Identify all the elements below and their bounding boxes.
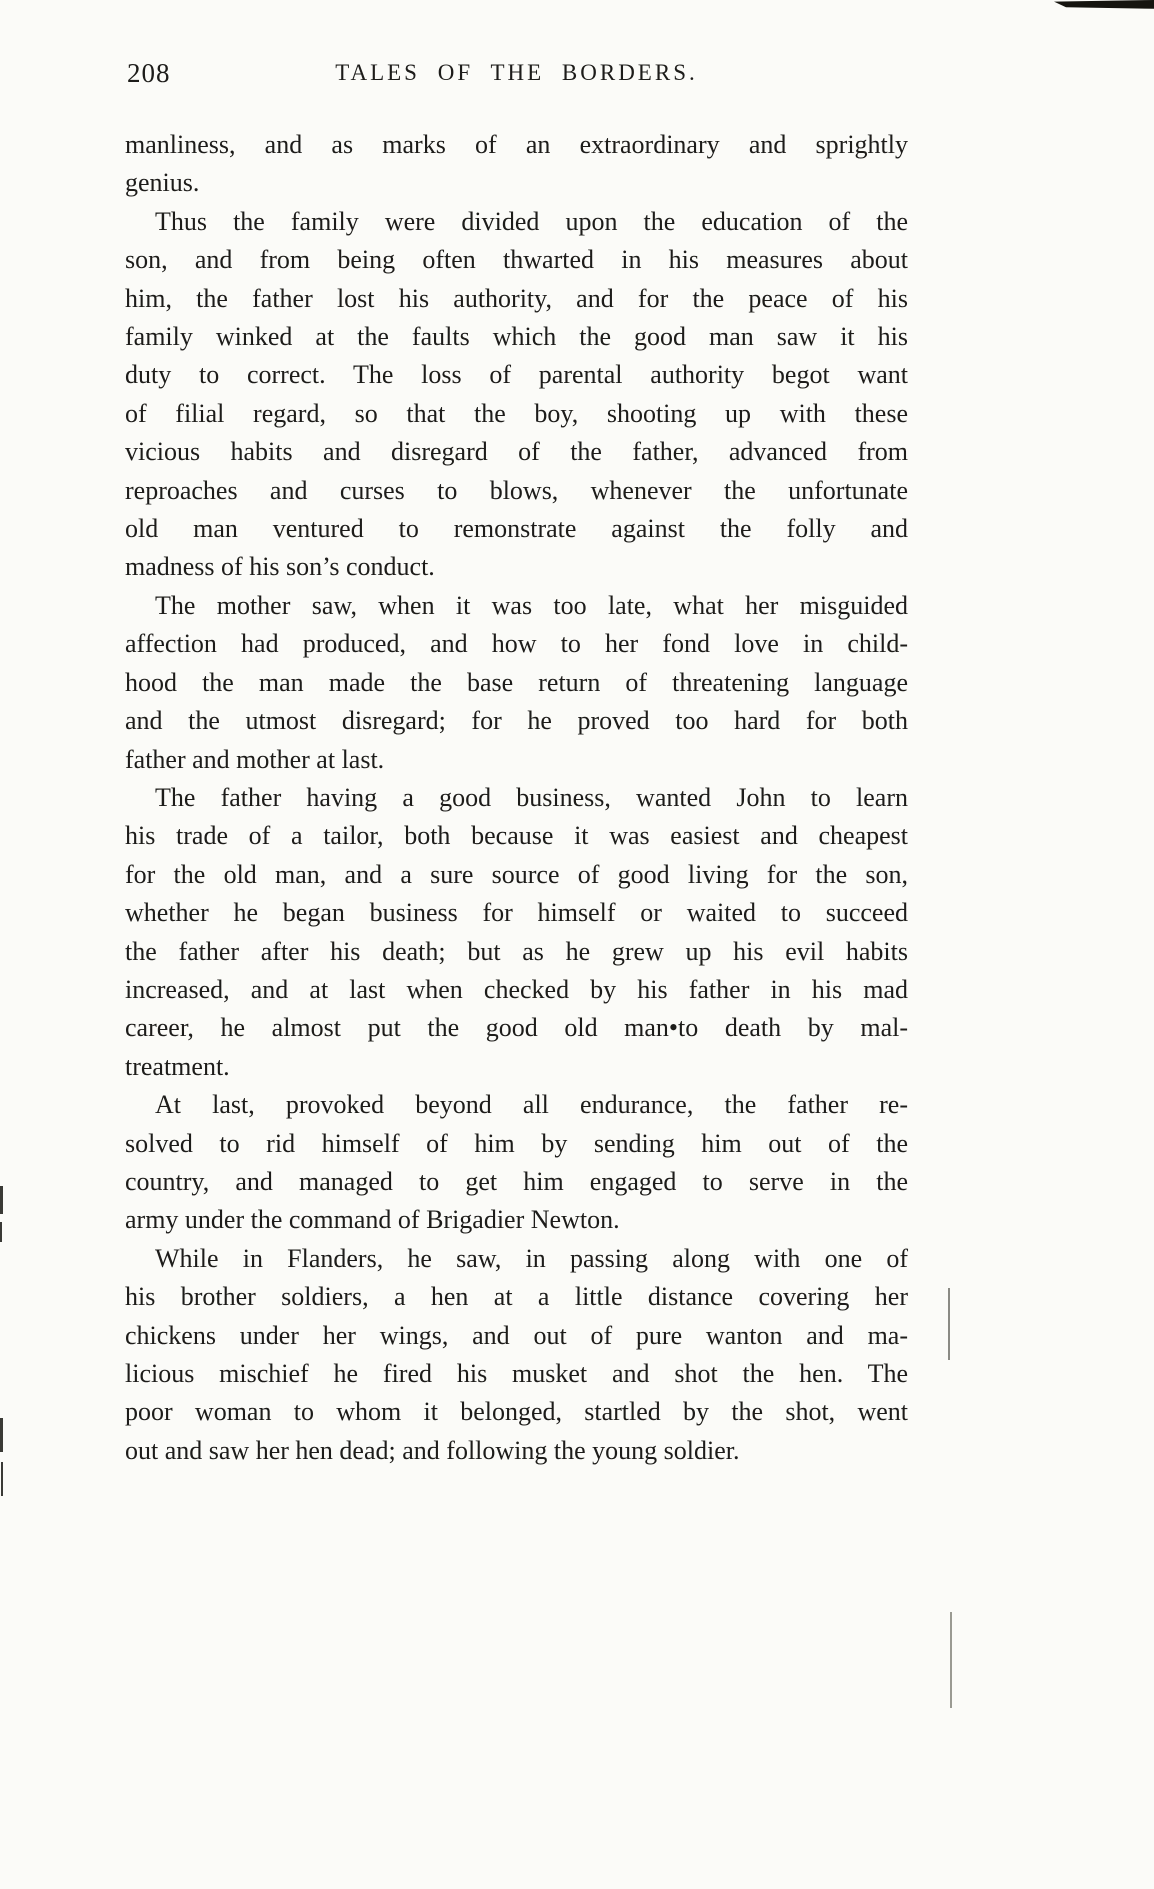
text-line: treatment. bbox=[125, 1051, 230, 1081]
page-body bbox=[125, 126, 908, 1470]
text-line: vicious habits and disregard of the father, advanced from bbox=[125, 437, 908, 467]
text-line: duty to correct. The loss of parental authority begot want bbox=[125, 360, 908, 390]
paragraph bbox=[125, 126, 908, 203]
text-line: reproaches and curses to blows, whenever the unfortunate bbox=[125, 475, 908, 505]
scan-artifact-right-mark bbox=[950, 1612, 952, 1708]
text-line: out and saw her hen dead; and following the young soldier. bbox=[125, 1435, 740, 1465]
page-header bbox=[125, 58, 908, 88]
paragraph bbox=[125, 203, 908, 587]
scan-artifact-left-mark bbox=[0, 1418, 3, 1452]
text-line: and the utmost disregard; for he proved too hard for both bbox=[125, 706, 908, 736]
text-line: old man ventured to remonstrate against the folly and bbox=[125, 514, 908, 544]
text-line: son, and from being often thwarted in his measures about bbox=[125, 245, 908, 275]
text-line: The father having a good business, wanted John to learn bbox=[155, 782, 908, 812]
scan-artifact-corner bbox=[1054, 0, 1154, 16]
scan-artifact-left-mark bbox=[0, 1222, 2, 1242]
text-line: Thus the family were divided upon the education of the bbox=[155, 206, 908, 236]
text-line: father and mother at last. bbox=[125, 744, 385, 774]
text-line: country, and managed to get him engaged to serve in the bbox=[125, 1166, 908, 1196]
text-line: affection had produced, and how to her fond love in child- bbox=[125, 629, 908, 659]
text-line: career, he almost put the good old man•to death by mal- bbox=[125, 1013, 908, 1043]
text-line: him, the father lost his authority, and for the peace of his bbox=[125, 283, 908, 313]
text-line: While in Flanders, he saw, in passing along with one of bbox=[155, 1243, 908, 1273]
text-line: At last, provoked beyond all endurance, the father re- bbox=[155, 1090, 908, 1120]
text-line: madness of his son’s conduct. bbox=[125, 552, 435, 582]
text-line: for the old man, and a sure source of good living for the son, bbox=[125, 859, 908, 889]
paragraph bbox=[125, 1086, 908, 1240]
scan-artifact-right-mark bbox=[948, 1288, 950, 1360]
text-line: chickens under her wings, and out of pure wanton and ma- bbox=[125, 1320, 908, 1350]
page-number: 208 bbox=[127, 58, 171, 88]
text-line: genius. bbox=[125, 168, 200, 198]
text-line: the father after his death; but as he grew up his evil habits bbox=[125, 936, 908, 966]
text-line: his brother soldiers, a hen at a little distance covering her bbox=[125, 1282, 908, 1312]
paragraph bbox=[125, 587, 908, 779]
text-line: hood the man made the base return of threatening language bbox=[125, 667, 908, 697]
paragraph bbox=[125, 1240, 908, 1470]
text-line: whether he began business for himself or waited to succeed bbox=[125, 898, 908, 928]
text-line: The mother saw, when it was too late, what her misguided bbox=[155, 590, 908, 620]
text-line: poor woman to whom it belonged, startled by the shot, went bbox=[125, 1397, 908, 1427]
text-line: army under the command of Brigadier Newton. bbox=[125, 1205, 620, 1235]
text-line: licious mischief he fired his musket and shot the hen. The bbox=[125, 1359, 908, 1388]
text-line: increased, and at last when checked by his father in his mad bbox=[125, 974, 908, 1004]
text-line: manliness, and as marks of an extraordinary and sprightly bbox=[125, 130, 908, 159]
scan-artifact-left-mark bbox=[0, 1186, 3, 1214]
text-line: his trade of a tailor, both because it was easiest and cheapest bbox=[125, 821, 908, 851]
text-line: solved to rid himself of him by sending him out of the bbox=[125, 1128, 908, 1158]
text-block bbox=[125, 58, 908, 1470]
paragraph bbox=[125, 779, 908, 1086]
scan-artifact-left-mark bbox=[1, 1462, 3, 1496]
text-line: of filial regard, so that the boy, shooting up with these bbox=[125, 398, 908, 428]
text-line: family winked at the faults which the good man saw it his bbox=[125, 322, 908, 352]
running-title: TALES OF THE BORDERS. bbox=[335, 60, 698, 85]
